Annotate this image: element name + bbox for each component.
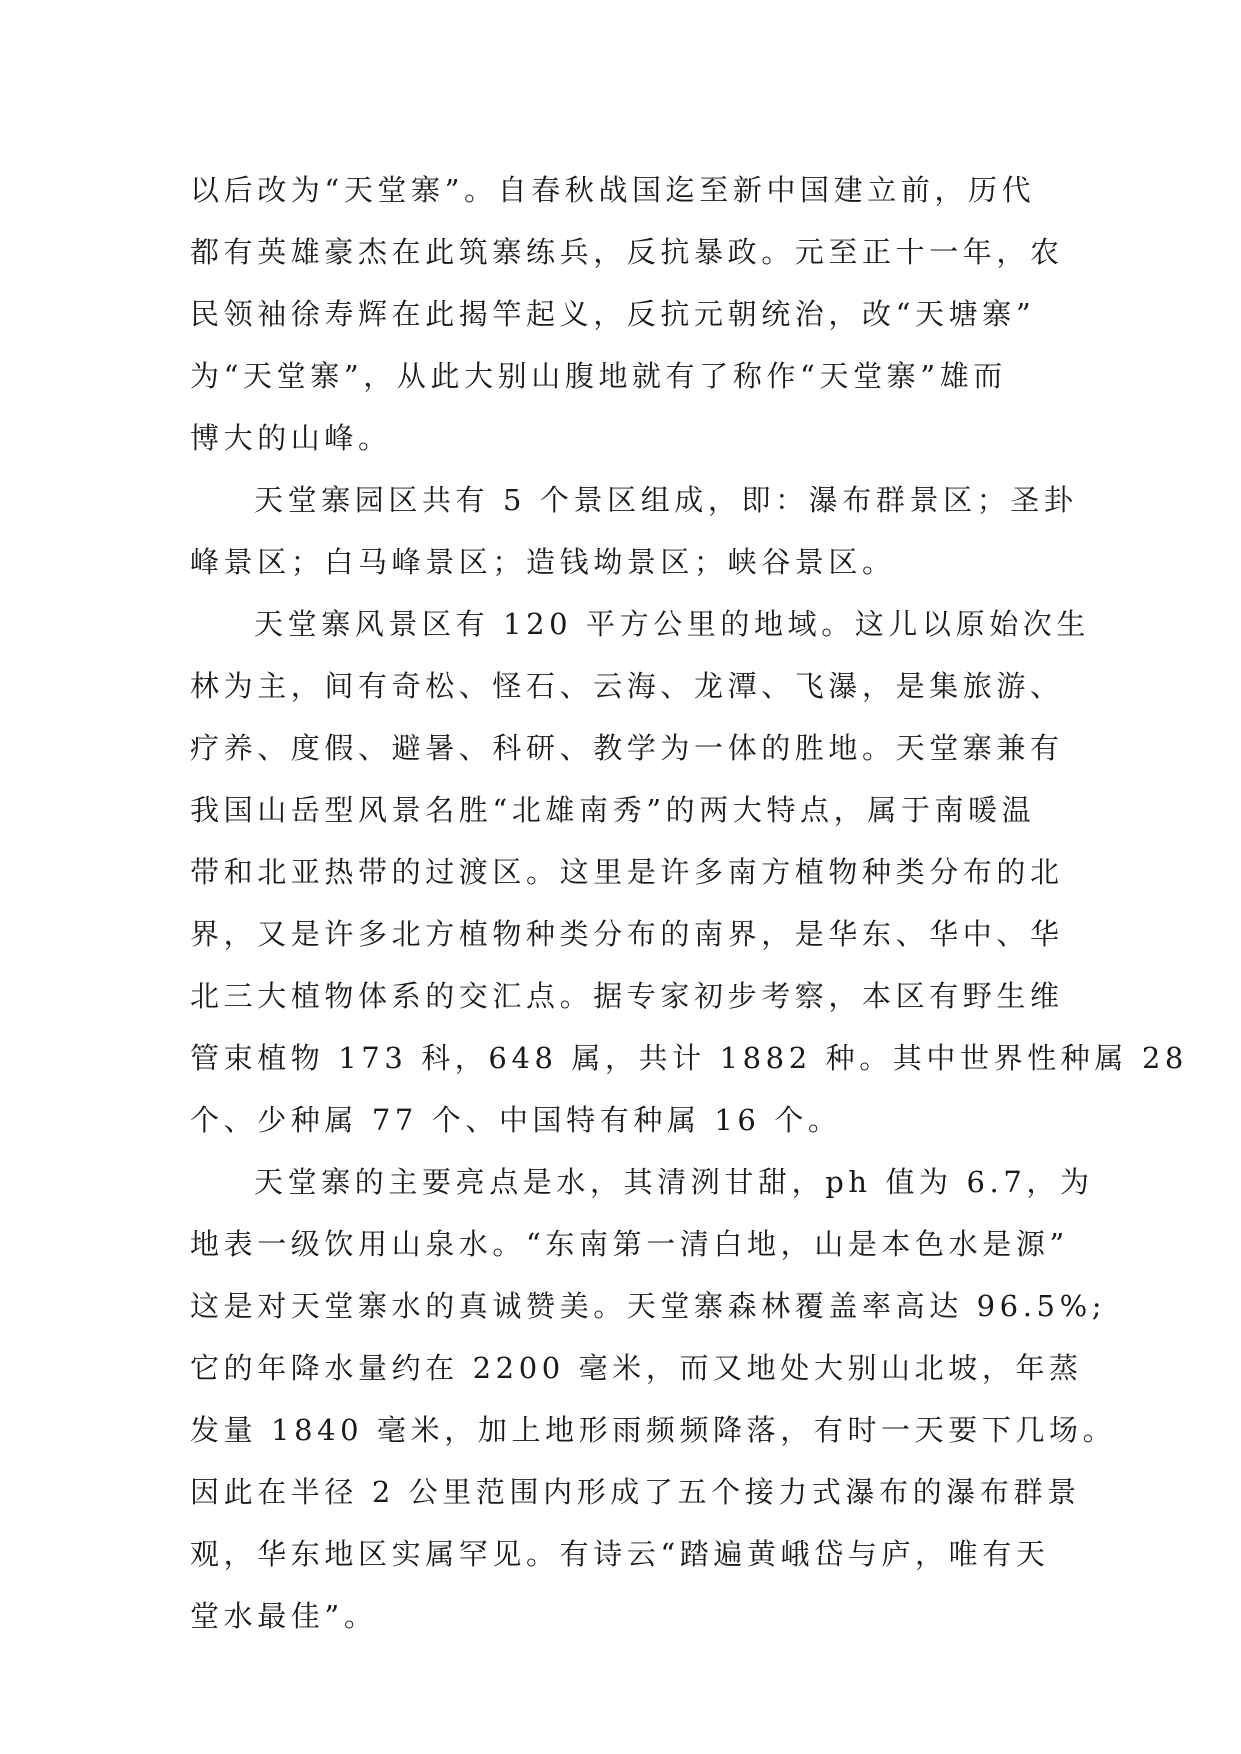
text-line: 我国山岳型风景名胜“北雄南秀”的两大特点，属于南暖温: [190, 793, 1036, 827]
paragraph-3: [190, 593, 1188, 1151]
paragraph-2: [190, 469, 1078, 593]
text-line: 因此在半径 2 公里范围内形成了五个接力式瀑布的瀑布群景: [190, 1475, 1081, 1509]
document-body: [190, 159, 1188, 1647]
text-line: 北三大植物体系的交汇点。据专家初步考察，本区有野生维: [190, 979, 1064, 1013]
text-line: 个、少种属 77 个、中国特有种属 16 个。: [190, 1103, 842, 1137]
text-line: 疗养、度假、避暑、科研、教学为一体的胜地。天堂寨兼有: [190, 731, 1064, 765]
text-line: 这是对天堂寨水的真诚赞美。天堂寨森林覆盖率高达 96.5%;: [190, 1289, 1107, 1323]
text-line: 带和北亚热带的过渡区。这里是许多南方植物种类分布的北: [190, 855, 1064, 889]
text-line: 天堂寨园区共有 5 个景区组成，即：瀑布群景区；圣卦: [254, 483, 1078, 517]
text-line: 博大的山峰。: [190, 421, 392, 455]
text-line: 天堂寨的主要亮点是水，其清洌甘甜，ph 值为 6.7，为: [254, 1165, 1094, 1199]
text-line: 发量 1840 毫米，加上地形雨频频降落，有时一天要下几场。: [190, 1413, 1117, 1447]
text-line: 都有英雄豪杰在此筑寨练兵，反抗暴政。元至正十一年，农: [190, 235, 1064, 269]
text-line: 以后改为“天堂寨”。自春秋战国迄至新中国建立前，历代: [190, 173, 1036, 207]
text-line: 林为主，间有奇松、怪石、云海、龙潭、飞瀑，是集旅游、: [190, 669, 1064, 703]
paragraph-1: [190, 159, 1064, 469]
text-line: 观，华东地区实属罕见。有诗云“踏遍黄峨岱与庐，唯有天: [190, 1537, 1050, 1571]
text-line: 堂水最佳”。: [190, 1599, 378, 1633]
text-line: 峰景区；白马峰景区；造钱坳景区；峡谷景区。: [190, 545, 896, 579]
text-line: 民领袖徐寿辉在此揭竿起义，反抗元朝统治，改“天塘寨”: [190, 297, 1036, 331]
text-line: 管束植物 173 科，648 属，共计 1882 种。其中世界性种属 28: [190, 1041, 1188, 1075]
text-line: 天堂寨风景区有 120 平方公里的地域。这儿以原始次生: [254, 607, 1090, 641]
text-line: 界，又是许多北方植物种类分布的南界，是华东、华中、华: [190, 917, 1064, 951]
text-line: 它的年降水量约在 2200 毫米，而又地处大别山北坡，年蒸: [190, 1351, 1083, 1385]
text-line: 为“天堂寨”，从此大别山腹地就有了称作“天堂寨”雄而: [190, 359, 1007, 393]
paragraph-4: [190, 1151, 1117, 1647]
text-line: 地表一级饮用山泉水。“东南第一清白地，山是本色水是源”: [190, 1227, 1069, 1261]
